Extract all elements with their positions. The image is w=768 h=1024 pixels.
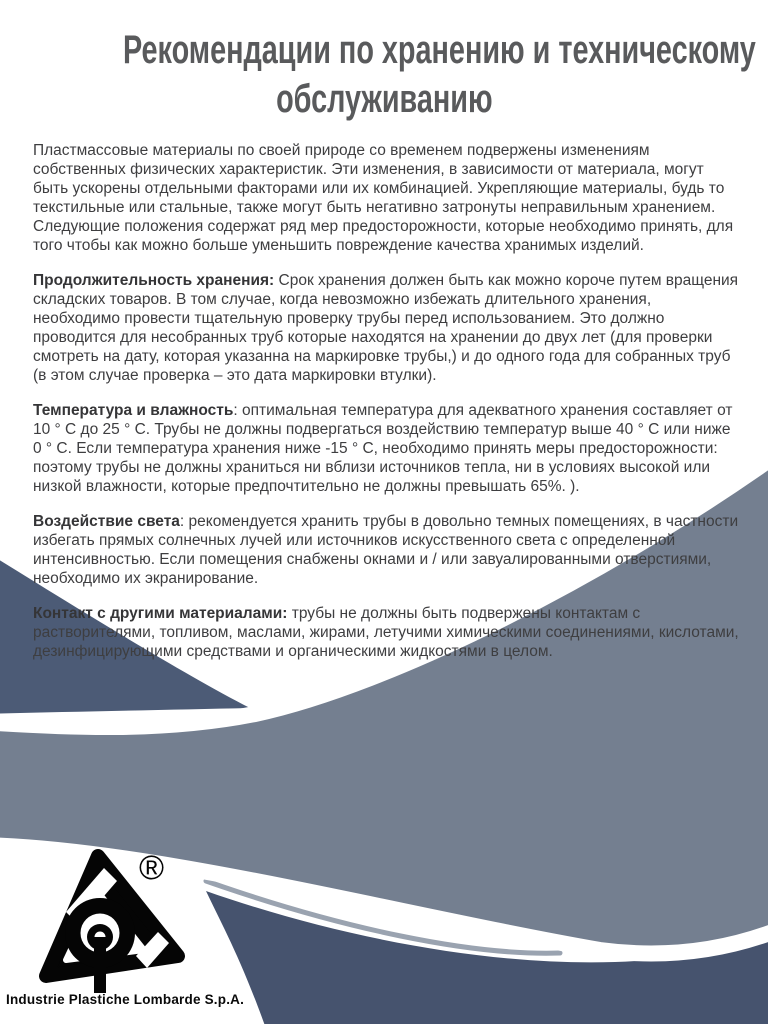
paragraph-text: : оптимальная температура для адекватного хранения составляет от 10 ° С до 25 ° С. Трубы не должны подвергаться воздействию температур выше 40 ° С или ниже 0 ° С. Если температура хранения ниже -15 ° С, необходимо принять меры предосторожности: поэтому трубы не должны храниться ни вблизи источников тепла, ни в условиях высокой или низкой влажности, которые предпочтительно не должны превышать 65%. ). <box>33 402 733 495</box>
page-title <box>0 26 768 124</box>
ipl-triangle-logo <box>38 848 188 993</box>
registered-mark: ® <box>139 849 165 887</box>
page-title-line1: Рекомендации по хранению и техническому <box>123 28 756 72</box>
company-name: Industrie Plastiche Lombarde S.p.A. <box>6 992 245 1007</box>
page-header <box>0 26 768 124</box>
paragraph-heading: Воздействие света <box>33 513 180 530</box>
paragraph-text: Срок хранения должен быть как можно короче путем вращения складских товаров. В том случае, когда невозможно избежать длительного хранения, необходимо провести тщательную проверку трубы перед использованием. Это должно проводится для несобранных труб которые находятся на хранении до двух лет (для проверки смотреть на дату, которая указанна на маркировке трубы,) и до одного года для собранных труб (в этом случае проверка – это дата маркировки втулки). <box>33 272 739 384</box>
paragraph-heading: Продолжительность хранения: <box>33 272 275 289</box>
logo-p-stem <box>94 937 106 993</box>
paragraph <box>33 401 739 496</box>
paragraph <box>33 512 739 588</box>
paragraph <box>33 604 739 661</box>
paragraph <box>33 271 739 385</box>
paragraph-heading: Температура и влажность <box>33 402 234 419</box>
paragraph-heading: Контакт с другими материалами: <box>33 605 288 622</box>
paragraph-text: трубы не должны быть подвержены контактам с растворителями, топливом, маслами, жирами, летучими химическими соединениями, кислотами, дезинфицирующими средствами и органическими жидкостями в целом. <box>33 605 739 660</box>
page-title-line2: обслуживанию <box>275 77 493 121</box>
paragraph-text: : рекомендуется хранить трубы в довольно темных помещениях, в частности избегать прямых солнечных лучей или источников искусственного света с определенной интенсивностью. Если помещения снабжены окнами и / или завуалированными отверстиями, необходимо их экранирование. <box>33 513 739 587</box>
company-logo-block <box>0 840 260 1024</box>
body-paragraphs <box>33 141 739 677</box>
paragraph <box>33 141 739 255</box>
paragraph-text: Пластмассовые материалы по своей природе со временем подвержены изменениям собственных физических характеристик. Эти изменения, в зависимости от материала, могут быть ускорены отдельными факторами или их комбинацией. Укрепляющие материалы, будь то текстильные или стальные, также могут быть негативно затронуты неправильным хранением. Следующие положения содержат ряд мер предосторожности, которые необходимо принять, для того чтобы как можно больше уменьшить повреждение качества хранимых изделий. <box>33 142 734 254</box>
